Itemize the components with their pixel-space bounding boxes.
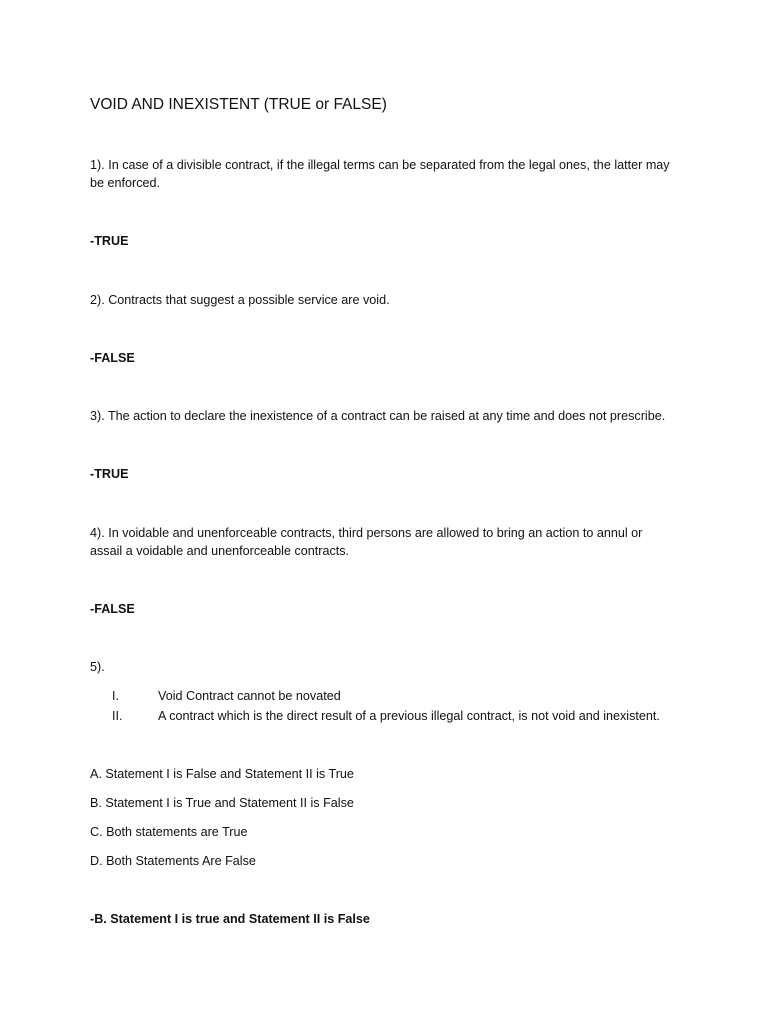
answer-5: -B. Statement I is true and Statement II is False	[90, 912, 370, 926]
choice-c: C. Both statements are True	[90, 825, 248, 839]
question-4-line-1: 4). In voidable and unenforceable contracts, third persons are allowed to bring an action to annul or	[90, 526, 643, 540]
question-3: 3). The action to declare the inexistence of a contract can be raised at any time and does not prescribe.	[90, 409, 666, 423]
question-1-line-1: 1). In case of a divisible contract, if the illegal terms can be separated from the legal ones, the latter may	[90, 158, 670, 172]
question-2: 2). Contracts that suggest a possible service are void.	[90, 293, 390, 307]
statement-2-text: A contract which is the direct result of a previous illegal contract, is not void and inexistent.	[158, 709, 660, 723]
question-1-line-2: be enforced.	[90, 176, 161, 190]
statement-1-text: Void Contract cannot be novated	[158, 689, 341, 703]
choice-d: D. Both Statements Are False	[90, 854, 256, 868]
question-4-line-2: assail a voidable and unenforceable contracts.	[90, 544, 350, 558]
question-5-label: 5).	[90, 660, 105, 674]
choice-b: B. Statement I is True and Statement II is False	[90, 796, 354, 810]
answer-3: -TRUE	[90, 467, 129, 481]
statement-2-number: II.	[112, 709, 123, 723]
statement-1-number: I.	[112, 689, 119, 703]
answer-2: -FALSE	[90, 351, 135, 365]
answer-4: -FALSE	[90, 602, 135, 616]
choice-a: A. Statement I is False and Statement II is True	[90, 767, 354, 781]
document-title: VOID AND INEXISTENT (TRUE or FALSE)	[90, 96, 387, 113]
answer-1: -TRUE	[90, 234, 129, 248]
